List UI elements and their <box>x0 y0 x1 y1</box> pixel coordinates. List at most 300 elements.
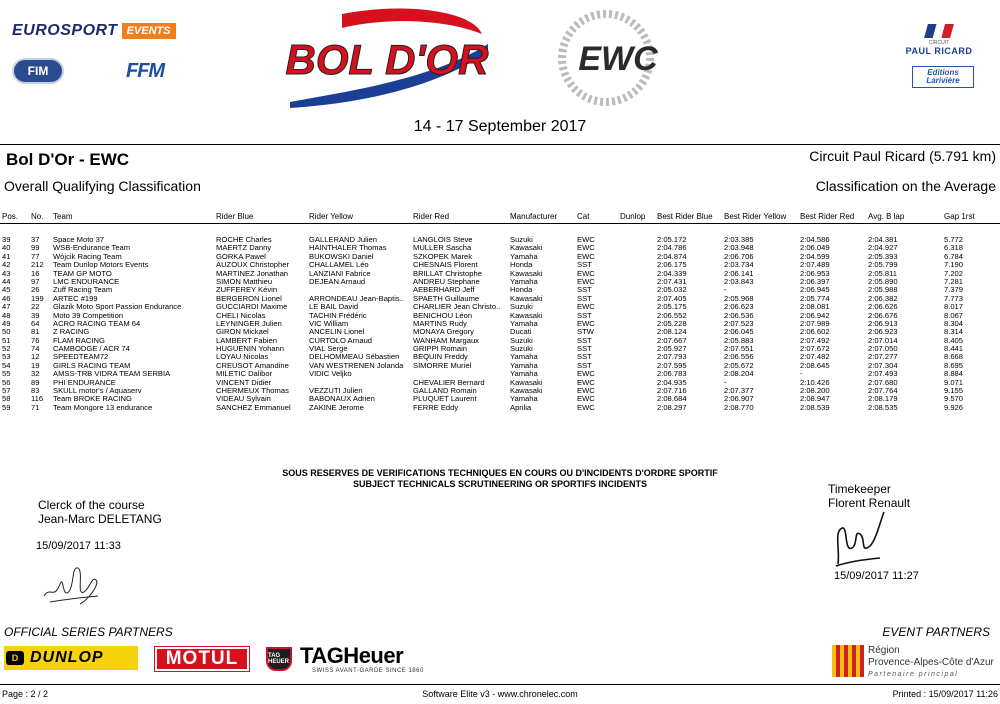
row-rider-blue: BERGERON Lionel <box>216 294 282 303</box>
row-rider-red: FERRE Eddy <box>413 403 459 412</box>
row-team: SPEEDTEAM72 <box>53 353 109 362</box>
row-best-red: 2:08.539 <box>800 403 830 412</box>
ricard-small-text: CIRCUIT <box>928 40 950 46</box>
row-rider-yellow: CURTOLO Arnaud <box>309 336 373 345</box>
event-dates: 14 - 17 September 2017 <box>413 118 587 135</box>
row-gap: 8.695 <box>944 361 964 370</box>
row-rider-blue: VIDEAU Sylvain <box>216 395 271 404</box>
row-avg: 2:05.890 <box>868 277 898 286</box>
row-number: 16 <box>31 269 40 278</box>
row-number: 212 <box>31 261 44 270</box>
table-row <box>0 278 1000 286</box>
row-manufacturer: Yamaha <box>510 353 538 362</box>
table-row <box>0 379 1000 387</box>
row-rider-yellow: HAINTHALER Thomas <box>309 244 387 253</box>
timekeeper-name: Florent Renault <box>828 496 911 510</box>
row-number: 99 <box>31 244 40 253</box>
timekeeper-block <box>828 482 910 510</box>
table-row <box>0 253 1000 261</box>
row-rider-blue: LOYAU Nicolas <box>216 353 269 362</box>
row-rider-blue: GUCCIARDI Maxime <box>216 303 288 312</box>
footer-divider <box>0 684 1000 685</box>
table-row <box>0 312 1000 320</box>
header-no: No. <box>31 212 44 221</box>
row-number: 32 <box>31 370 40 379</box>
row-pos: 55 <box>2 370 11 379</box>
row-best-blue: 2:04.935 <box>657 378 687 387</box>
row-cat: SST <box>577 361 592 370</box>
row-pos: 49 <box>2 319 11 328</box>
row-cat: SST <box>577 353 592 362</box>
row-best-red: 2:06.049 <box>800 244 830 253</box>
row-rider-yellow: ZAKINE Jerome <box>309 403 364 412</box>
row-best-blue: 2:05.175 <box>657 303 687 312</box>
row-rider-blue: MARTINEZ Jonathan <box>216 269 289 278</box>
table-row <box>0 236 1000 244</box>
circuit-paul-ricard-logo <box>894 24 984 56</box>
row-rider-red: AEBERHARD Jeff <box>413 286 475 295</box>
row-manufacturer: Kawasaki <box>510 269 543 278</box>
table-header-row <box>0 210 1000 224</box>
row-rider-red: SIMORRE Muriel <box>413 361 472 370</box>
events-badge: EVENTS <box>122 23 176 39</box>
table-row <box>0 370 1000 378</box>
row-avg: 2:04.381 <box>868 236 898 244</box>
row-number: 116 <box>31 395 44 404</box>
row-gap: 9.570 <box>944 395 964 404</box>
row-pos: 50 <box>2 328 11 337</box>
row-team: Moto 39 Competition <box>53 311 124 320</box>
row-rider-red: MONAYA Gregory <box>413 328 474 337</box>
row-best-red: 2:08.081 <box>800 303 830 312</box>
row-cat: SST <box>577 294 592 303</box>
row-cat: SST <box>577 345 592 354</box>
row-avg: 2:05.811 <box>868 269 897 278</box>
row-cat: EWC <box>577 252 595 261</box>
row-gap: 8.884 <box>944 370 964 379</box>
row-rider-yellow: LE BAIL David <box>309 303 359 312</box>
row-cat: EWC <box>577 277 595 286</box>
row-rider-blue: CHERMEUX Thomas <box>216 387 289 396</box>
row-rider-blue: VINCENT Didier <box>216 378 272 387</box>
row-rider-red: CHEVALIER Bernard <box>413 378 485 387</box>
row-manufacturer: Honda <box>510 261 533 270</box>
row-pos: 52 <box>2 345 11 354</box>
row-best-yellow: 2:06.556 <box>724 353 754 362</box>
row-best-blue: 2:05.927 <box>657 345 687 354</box>
row-best-yellow: 2:06.536 <box>724 311 754 320</box>
row-team: WSB-Endurance Team <box>53 244 131 253</box>
row-rider-red: MARTINS Rudy <box>413 319 467 328</box>
row-cat: EWC <box>577 269 595 278</box>
row-gap: 8.304 <box>944 319 964 328</box>
row-rider-red: BENICHOU Léon <box>413 311 473 320</box>
row-rider-red: LANGLOIS Steve <box>413 236 473 244</box>
row-number: 77 <box>31 252 40 261</box>
classification-title: Overall Qualifying Classification <box>4 178 201 194</box>
row-avg: 2:07.304 <box>868 361 898 370</box>
row-gap: 8.668 <box>944 353 964 362</box>
row-best-red: 2:06.602 <box>800 328 830 337</box>
circuit-name: Circuit Paul Ricard (5.791 km) <box>809 148 996 164</box>
row-rider-yellow: DELHOMMEAU Sébastien <box>309 353 400 362</box>
row-rider-yellow: ARRONDEAU Jean-Baptis.. <box>309 294 404 303</box>
row-number: 37 <box>31 236 40 244</box>
ffm-wordmark: FFM <box>126 60 165 82</box>
row-gap: 8.017 <box>944 303 964 312</box>
row-number: 12 <box>31 353 40 362</box>
row-rider-yellow: BABONAUX Adrien <box>309 395 375 404</box>
row-best-yellow: 2:03.843 <box>724 277 754 286</box>
table-row <box>0 261 1000 269</box>
region-line-1: Région <box>868 645 900 656</box>
race-title: Bol D'Or - EWC <box>6 150 130 169</box>
row-manufacturer: Suzuki <box>510 345 533 354</box>
row-best-red: 2:05.774 <box>800 294 830 303</box>
row-pos: 57 <box>2 387 11 396</box>
row-best-red: 2:07.482 <box>800 353 830 362</box>
row-number: 39 <box>31 311 40 320</box>
row-pos: 44 <box>2 277 11 286</box>
row-team: FLAM RACING <box>53 336 105 345</box>
row-team: Wójcik Racing Team <box>53 252 122 261</box>
row-best-blue: 2:07.595 <box>657 361 687 370</box>
table-row <box>0 270 1000 278</box>
row-manufacturer: Kawasaki <box>510 387 543 396</box>
row-best-blue: 2:06.175 <box>657 261 687 270</box>
header-rider-blue: Rider Blue <box>216 212 254 221</box>
row-rider-yellow: BUKOWSKI Daniel <box>309 252 374 261</box>
clerk-signature <box>40 556 104 610</box>
row-best-red: 2:07.672 <box>800 345 830 354</box>
row-pos: 42 <box>2 261 11 270</box>
row-team: Space Moto 37 <box>53 236 105 244</box>
row-best-red: 2:08.645 <box>800 361 830 370</box>
row-cat: EWC <box>577 319 595 328</box>
row-pos: 54 <box>2 361 11 370</box>
row-pos: 39 <box>2 236 11 244</box>
row-gap: 9.155 <box>944 387 964 396</box>
tag-heuer-tagline: SWISS AVANT-GARDE SINCE 1860 <box>312 668 424 674</box>
row-manufacturer: Kawasaki <box>510 244 543 253</box>
clerk-block <box>38 498 162 526</box>
row-best-yellow: 2:05.968 <box>724 294 754 303</box>
row-manufacturer: Yamaha <box>510 319 538 328</box>
header-best-blue: Best Rider Blue <box>657 212 713 221</box>
tag-heuer-wordmark: TAGHeuer <box>300 643 404 668</box>
header-dunlop: Dunlop <box>620 212 646 221</box>
row-rider-red: CHESNAIS Florent <box>413 261 478 270</box>
row-number: 89 <box>31 378 40 387</box>
header-rider-yellow: Rider Yellow <box>309 212 354 221</box>
row-team: GIRLS RACING TEAM <box>53 361 131 370</box>
row-best-blue: 2:04.339 <box>657 269 687 278</box>
row-rider-blue: ZUFFEREY Kévin <box>216 286 278 295</box>
dunlop-flying-d-icon: D <box>6 651 24 665</box>
row-avg: 2:07.764 <box>868 387 898 396</box>
row-best-blue: 2:06.552 <box>657 311 687 320</box>
row-gap: 9.926 <box>944 403 964 412</box>
row-best-red: 2:06.945 <box>800 286 830 295</box>
row-gap: 7.190 <box>944 261 964 270</box>
row-best-blue: 2:04.786 <box>657 244 687 253</box>
row-pos: 59 <box>2 403 11 412</box>
row-best-blue: 2:07.667 <box>657 336 687 345</box>
row-best-yellow: - <box>724 286 727 295</box>
row-best-yellow: 2:06.045 <box>724 328 754 337</box>
row-best-red: 2:10.426 <box>800 378 830 387</box>
row-manufacturer: Aprilia <box>510 403 532 412</box>
row-rider-yellow: CHALLAMEL Léo <box>309 261 369 270</box>
row-avg: 2:06.626 <box>868 303 898 312</box>
table-row <box>0 387 1000 395</box>
row-best-red: 2:04.599 <box>800 252 830 261</box>
row-manufacturer: Suzuki <box>510 236 533 244</box>
row-pos: 47 <box>2 303 11 312</box>
row-cat: EWC <box>577 236 595 244</box>
row-best-blue: 2:07.431 <box>657 277 687 286</box>
row-best-red: 2:04.586 <box>800 236 830 244</box>
row-team: Z RACING <box>53 328 90 337</box>
table-row <box>0 295 1000 303</box>
region-line-3: Partenaire principal <box>868 671 959 678</box>
ricard-flag-icon <box>924 24 954 38</box>
clerk-date: 15/09/2017 11:33 <box>36 540 121 552</box>
row-gap: 7.281 <box>944 277 964 286</box>
row-best-blue: 2:07.405 <box>657 294 687 303</box>
row-cat: EWC <box>577 370 595 379</box>
row-avg: 2:05.393 <box>868 252 898 261</box>
table-row <box>0 244 1000 252</box>
row-rider-yellow: ANCELIN Lionel <box>309 328 365 337</box>
row-rider-yellow: VIAL Serge <box>309 345 348 354</box>
row-avg: 2:06.676 <box>868 311 898 320</box>
row-best-red: 2:08.947 <box>800 395 830 404</box>
table-row <box>0 395 1000 403</box>
row-team: LMC ENDURANCE <box>53 277 120 286</box>
editions-lariviere-logo: Editions Larivière <box>912 66 974 88</box>
row-best-blue: 2:07.793 <box>657 353 687 362</box>
row-rider-red: GRIPPI Romain <box>413 345 468 354</box>
table-row <box>0 303 1000 311</box>
row-manufacturer: Yamaha <box>510 370 538 379</box>
table-row <box>0 353 1000 361</box>
row-pos: 40 <box>2 244 11 253</box>
region-line-2: Provence-Alpes-Côte d'Azur <box>868 657 994 668</box>
region-paca-shield-icon <box>832 645 864 677</box>
row-number: 81 <box>31 328 40 337</box>
row-best-red: 2:08.200 <box>800 387 830 396</box>
row-rider-yellow: GALLERAND Julien <box>309 236 377 244</box>
table-row <box>0 286 1000 294</box>
row-rider-blue: MAERTZ Danny <box>216 244 272 253</box>
row-best-blue: 2:04.874 <box>657 252 687 261</box>
row-manufacturer: Yamaha <box>510 395 538 404</box>
eurosport-wordmark: EUROSPORT <box>12 22 118 39</box>
row-number: 22 <box>31 303 40 312</box>
row-best-yellow: 2:03.385 <box>724 236 754 244</box>
row-avg: 2:06.923 <box>868 328 898 337</box>
row-best-yellow: 2:07.377 <box>724 387 754 396</box>
row-manufacturer: Ducati <box>510 328 532 337</box>
row-cat: STW <box>577 328 594 337</box>
row-best-yellow: 2:06.623 <box>724 303 754 312</box>
row-cat: EWC <box>577 387 595 396</box>
row-gap: 7.379 <box>944 286 964 295</box>
row-number: 83 <box>31 387 40 396</box>
row-cat: SST <box>577 286 592 295</box>
row-best-red: 2:06.942 <box>800 311 830 320</box>
row-best-yellow: 2:07.523 <box>724 319 754 328</box>
row-pos: 56 <box>2 378 11 387</box>
row-rider-blue: LAMBERT Fabien <box>216 336 277 345</box>
row-rider-blue: HUGUENIN Yohann <box>216 345 284 354</box>
row-manufacturer: Honda <box>510 286 533 295</box>
row-rider-red: ANDREU Stephane <box>413 277 480 286</box>
row-pos: 45 <box>2 286 11 295</box>
row-rider-blue: CHELI Nicolas <box>216 311 266 320</box>
row-gap: 8.314 <box>944 328 964 337</box>
row-manufacturer: Kawasaki <box>510 294 543 303</box>
bol-dor-logo <box>282 4 492 110</box>
header-manufacturer: Manufacturer <box>510 212 558 221</box>
event-partners-label: EVENT PARTNERS <box>882 625 990 639</box>
row-avg: 2:04.927 <box>868 244 898 253</box>
row-pos: 53 <box>2 353 11 362</box>
notice-line-en: SUBJECT TECHNICALS SCRUTINEERING OR SPORTIFS INCIDENTS <box>352 479 648 489</box>
region-paca-logo <box>868 645 994 681</box>
row-cat: EWC <box>577 378 595 387</box>
row-rider-red: BEQUIN Freddy <box>413 353 468 362</box>
row-team: Glazik Moto Sport Passion Endurance <box>53 303 182 312</box>
header-gap: Gap 1rst <box>944 212 975 221</box>
row-best-yellow: 2:06.141 <box>724 269 754 278</box>
row-best-red: 2:06.953 <box>800 269 830 278</box>
row-number: 26 <box>31 286 40 295</box>
row-best-red: 2:07.492 <box>800 336 830 345</box>
row-pos: 46 <box>2 294 11 303</box>
row-rider-red: BRILLAT Christophe <box>413 269 482 278</box>
row-team: ARTEC #199 <box>53 294 98 303</box>
row-best-yellow: 2:05.672 <box>724 361 754 370</box>
row-team: Team Mongore 13 endurance <box>53 403 153 412</box>
timekeeper-date: 15/09/2017 11:27 <box>834 570 919 582</box>
table-body <box>0 236 1000 412</box>
row-number: 19 <box>31 361 40 370</box>
row-gap: 9.071 <box>944 378 964 387</box>
fim-logo: FIM <box>12 58 64 84</box>
clerk-name: Jean-Marc DELETANG <box>38 512 162 526</box>
page-number: Page : 2 / 2 <box>2 689 49 699</box>
table-row <box>0 362 1000 370</box>
header-rider-red: Rider Red <box>413 212 450 221</box>
row-team: AMSS-TRB VIDRA TEAM SERBIA <box>53 370 171 379</box>
row-rider-red: MÜLLER Sascha <box>413 244 472 253</box>
row-best-blue: 2:05.032 <box>657 286 687 295</box>
row-number: 199 <box>31 294 44 303</box>
row-rider-blue: MILETIC Dalibor <box>216 370 273 379</box>
row-best-red: 2:06.397 <box>800 277 830 286</box>
row-rider-yellow: VAN WESTRENEN Jolanda <box>309 361 404 370</box>
row-rider-yellow: VEZZUTI Julien <box>309 387 363 396</box>
ewc-logo <box>548 8 694 108</box>
row-manufacturer: Yamaha <box>510 252 538 261</box>
row-best-blue: 2:07.716 <box>657 387 687 396</box>
header-best-red: Best Rider Red <box>800 212 855 221</box>
row-rider-blue: ROCHE Charles <box>216 236 272 244</box>
row-pos: 43 <box>2 269 11 278</box>
header-pos: Pos. <box>2 212 19 221</box>
row-rider-red: WANHAM Margaux <box>413 336 479 345</box>
ricard-wordmark: PAUL RICARD <box>905 46 973 56</box>
row-rider-blue: SIMON Matthieu <box>216 277 273 286</box>
row-rider-blue: SANCHEZ Emmanuel <box>216 403 291 412</box>
motul-logo: MOTUL <box>155 647 249 671</box>
row-best-yellow: 2:06.706 <box>724 252 754 261</box>
timekeeper-signature <box>830 508 888 570</box>
row-number: 71 <box>31 403 40 412</box>
row-gap: 8.441 <box>944 345 964 354</box>
row-pos: 58 <box>2 395 11 404</box>
row-avg: 2:07.680 <box>868 378 898 387</box>
table-row <box>0 320 1000 328</box>
row-gap: 5.772 <box>944 236 964 244</box>
row-avg: 2:05.988 <box>868 286 898 295</box>
row-best-yellow: 2:03.948 <box>724 244 754 253</box>
row-gap: 6.784 <box>944 252 964 261</box>
notice-line-fr: SOUS RESERVES DE VERIFICATIONS TECHNIQUES EN COURS OU D'INCIDENTS D'ORDRE SPORTIF <box>282 468 718 478</box>
row-team: ACRO RACING TEAM 64 <box>53 319 141 328</box>
row-best-yellow: 2:05.883 <box>724 336 754 345</box>
row-avg: 2:06.382 <box>868 294 898 303</box>
row-best-blue: 2:05.228 <box>657 319 687 328</box>
row-best-yellow: 2:03.734 <box>724 261 754 270</box>
software-credit: Software Elite v3 - www.chronelec.com <box>422 689 578 699</box>
table-row <box>0 328 1000 336</box>
row-best-blue: 2:08.684 <box>657 395 687 404</box>
row-avg: 2:07.493 <box>868 370 898 379</box>
row-avg: 2:07.050 <box>868 345 898 354</box>
row-best-red: 2:07.489 <box>800 261 830 270</box>
ffm-logo <box>126 60 164 83</box>
row-team: PHI ENDURANCE <box>53 378 116 387</box>
row-best-blue: 2:08.297 <box>657 403 687 412</box>
row-best-red: - <box>800 370 803 379</box>
row-rider-blue: AUZOUX Christopher <box>216 261 290 270</box>
tag-heuer-shield-icon: TAG HEUER <box>266 647 292 671</box>
header-best-yellow: Best Rider Yellow <box>724 212 787 221</box>
row-number: 76 <box>31 336 40 345</box>
row-best-yellow: 2:07.551 <box>724 345 754 354</box>
header-divider <box>0 144 1000 145</box>
row-cat: SST <box>577 261 592 270</box>
row-pos: 41 <box>2 252 11 261</box>
row-pos: 51 <box>2 336 11 345</box>
row-manufacturer: Suzuki <box>510 336 533 345</box>
timekeeper-role: Timekeeper <box>828 482 891 496</box>
clerk-signature-stroke <box>44 568 98 604</box>
table-row <box>0 337 1000 345</box>
row-best-blue: 2:05.172 <box>657 236 687 244</box>
row-rider-red: GALLAND Romain <box>413 387 477 396</box>
row-team: Team Dunlop Motors Events <box>53 261 149 270</box>
header-cat: Cat <box>577 212 590 221</box>
official-partners-label: OFFICIAL SERIES PARTNERS <box>4 625 173 639</box>
row-team: TEAM GP MOTO <box>53 269 112 278</box>
row-best-yellow: 2:06.907 <box>724 395 754 404</box>
dunlop-wordmark: DUNLOP <box>30 649 104 666</box>
row-gap: 6.318 <box>944 244 964 253</box>
